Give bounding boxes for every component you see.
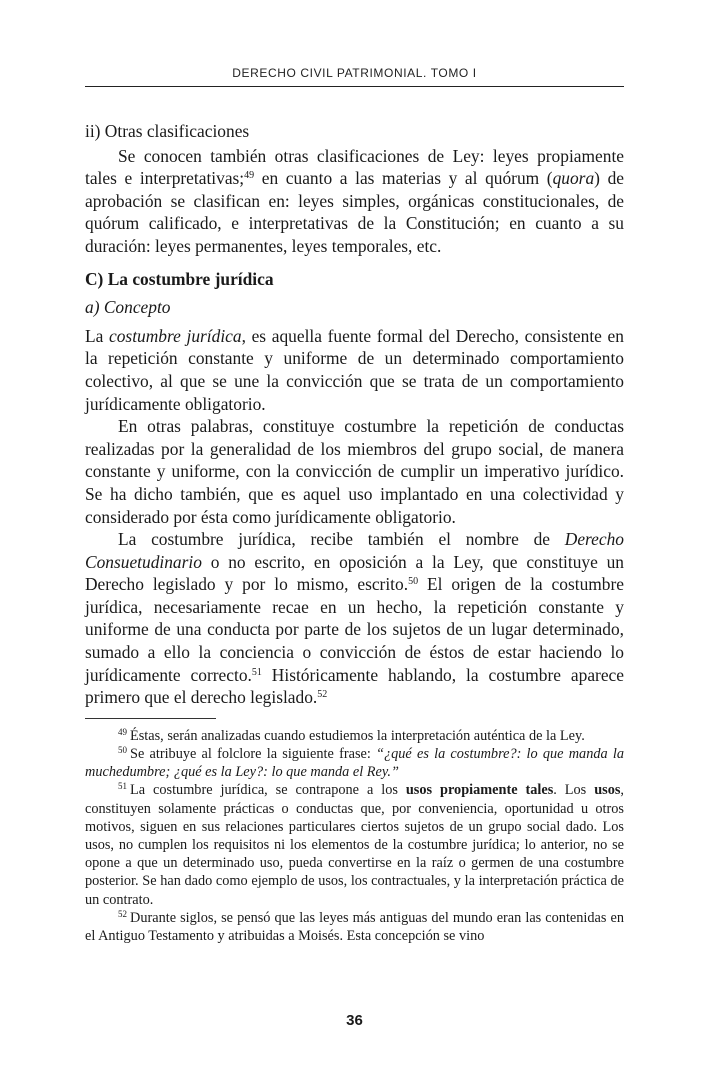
footnote-51: $^{51}$ La costumbre jurídica, se contrapone a los usos propiamente tales. Los usos, constituyen solamente prácticas o conductas que, por conveniencia, oportunidad u otros motivos, siguen en sus relaciones particulares ciertos sujetos de un grupo social dado. Los usos, no cumplen los requisitos ni los elementos de la costumbre jurídica; lo anterior, no se opone a que un determinado uso, pueda convertirse en la raíz o germen de una costumbre posterior. Se han dado como ejemplo de usos, los contractuales, y la interpretación práctica de un contrato. <box>85 781 624 908</box>
paragraph-concept: La costumbre jurídica, es aquella fuente formal del Derecho, consistente en la repetición constante y uniforme de un determinado comportamiento colectivo, al que se une la convicción que se trata de un comportamiento jurídicamente obligatorio. <box>85 325 624 414</box>
paragraph-other-classifications: Se conocen también otras clasificaciones de Ley: leyes propiamente tales e interpretativas;$^{49}$ en cuanto a las materias y al quórum (quora) de aprobación se clasifican en: leyes simples, orgánicas constitucionales, de quórum calificado, e interpretativas de la Constitución; en cuanto a su duración: leyes permanentes, leyes temporales, etc. <box>85 145 624 256</box>
body-text <box>85 120 624 945</box>
footnote-ref-49[interactable]: 49 <box>244 170 255 182</box>
book-page <box>85 0 624 1069</box>
paragraph-consuetudinary: La costumbre jurídica, recibe también el nombre de Derecho Consuetudinario o no escrito, en oposición a la Ley, que constituye un Derecho legislado y por lo mismo, escrito.$^{50}$ El origen de la costumbre jurídica, necesariamente recae en un hecho, la repetición constante y uniforme de una conducta por parte de los sujetos de un lugar determinado, sumado a ello la conciencia o convicción de éstos de estar haciendo lo jurídicamente correcto.$^{51}$ Históricamente hablando, la costumbre aparece primero que el derecho legislado.$^{52}$ <box>85 529 624 708</box>
footnote-52: $^{52}$ Durante siglos, se pensó que las leyes más antiguas del mundo eran las contenidas en el Antiguo Testamento y atribuidas a Moisés. Esta concepción se vino <box>85 908 624 945</box>
footnote-49: $^{49}$ Éstas, serán analizadas cuando estudiemos la interpretación auténtica de la Ley. <box>118 726 585 744</box>
footnote-ref-52[interactable]: 52 <box>317 689 328 701</box>
subsection-heading-ii: ii) Otras clasificaciones <box>85 121 250 141</box>
running-head: DERECHO CIVIL PATRIMONIAL. TOMO I <box>232 66 477 80</box>
paragraph-other-words: En otras palabras, constituye costumbre la repetición de conductas realizadas por la generalidad de los miembros del grupo social, de manera constante y uniforme, con la convicción de cumplir un imperativo jurídico. Se ha dicho también, que es aquel uso implantado en una colectividad y considerado por ésta como jurídicamente obligatorio. <box>85 416 624 527</box>
subsection-heading-a: a) Concepto <box>85 297 171 318</box>
header-rule <box>85 86 624 87</box>
section-heading-c: C) La costumbre jurídica <box>85 268 274 289</box>
footnote-50: $^{50}$ Se atribuye al folclore la siguiente frase: “¿qué es la costumbre?: lo que manda la muchedumbre; ¿qué es la Ley?: lo que manda el Rey.” <box>85 745 624 781</box>
footnote-rule <box>85 718 216 719</box>
page-number: 36 <box>346 1012 363 1029</box>
footnote-ref-50[interactable]: 50 <box>408 576 419 588</box>
footnotes <box>85 727 624 945</box>
footnote-ref-51[interactable]: 51 <box>251 666 262 678</box>
